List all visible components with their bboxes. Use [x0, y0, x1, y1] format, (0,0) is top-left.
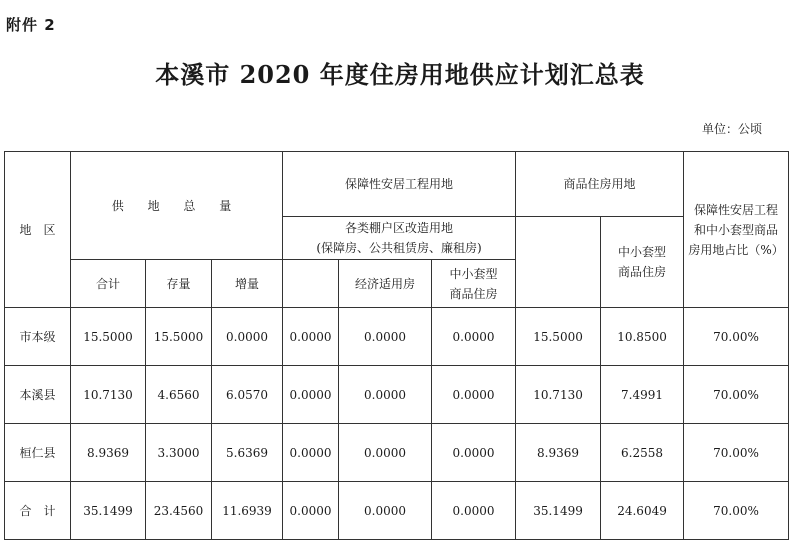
header-shanty-line1: 各类棚户区改造用地 — [345, 221, 454, 235]
cell-small-affordable: 0.0000 — [432, 482, 516, 540]
table-row — [5, 424, 789, 482]
cell-total: 35.1499 — [71, 482, 146, 540]
cell-increment: 11.6939 — [212, 482, 283, 540]
table-row-total — [5, 482, 789, 540]
cell-economic: 0.0000 — [339, 482, 432, 540]
cell-small-affordable: 0.0000 — [432, 424, 516, 482]
page-title: 本溪市 2020 年度住房用地供应计划汇总表 — [155, 60, 645, 89]
header-total: 合计 — [71, 260, 146, 308]
cell-small-affordable: 0.0000 — [432, 308, 516, 366]
header-affordable-housing: 保障性安居工程用地 — [283, 152, 516, 217]
cell-commercial: 15.5000 — [516, 308, 601, 366]
header-ratio-line2: 和中小套型商品 — [694, 222, 779, 237]
cell-total: 10.7130 — [71, 366, 146, 424]
cell-shanty: 0.0000 — [283, 482, 339, 540]
header-shanty-renovation — [283, 217, 516, 260]
header-small-affordable-line2: 商品住房 — [449, 286, 498, 301]
header-small-commercial-line1: 中小套型 — [618, 245, 667, 259]
header-total-supply — [71, 152, 283, 260]
header-stock: 存量 — [146, 260, 212, 308]
cell-economic: 0.0000 — [339, 308, 432, 366]
unit-label: 单位：公顷 — [701, 122, 762, 136]
cell-stock: 23.4560 — [146, 482, 212, 540]
cell-region: 合 计 — [5, 482, 71, 540]
cell-commercial: 8.9369 — [516, 424, 601, 482]
cell-small-affordable: 0.0000 — [432, 366, 516, 424]
header-small-commercial-line2: 商品住房 — [618, 265, 667, 279]
header-ratio — [684, 152, 789, 308]
cell-small-commercial: 6.2558 — [601, 424, 684, 482]
cell-ratio: 70.00% — [684, 308, 789, 366]
header-shanty-line2: (保障房、公共租赁房、廉租房) — [316, 241, 482, 255]
cell-economic: 0.0000 — [339, 424, 432, 482]
cell-region: 市本级 — [5, 308, 71, 366]
cell-total: 15.5000 — [71, 308, 146, 366]
cell-stock: 4.6560 — [146, 366, 212, 424]
header-economic: 经济适用房 — [339, 260, 432, 308]
cell-shanty: 0.0000 — [283, 424, 339, 482]
header-region: 地 区 — [5, 152, 71, 308]
cell-region: 本溪县 — [5, 366, 71, 424]
cell-ratio: 70.00% — [684, 366, 789, 424]
header-commercial-housing: 商品住房用地 — [516, 152, 684, 217]
cell-shanty: 0.0000 — [283, 366, 339, 424]
cell-total: 8.9369 — [71, 424, 146, 482]
cell-ratio: 70.00% — [684, 482, 789, 540]
attachment-label: 附件 2 — [6, 16, 56, 34]
header-total-supply-text: 供 地 总 量 — [111, 198, 242, 213]
cell-region: 桓仁县 — [5, 424, 71, 482]
header-ratio-line3: 房用地占比（%） — [688, 242, 784, 257]
cell-economic: 0.0000 — [339, 366, 432, 424]
header-commercial-blank — [516, 217, 601, 308]
cell-small-commercial: 24.6049 — [601, 482, 684, 540]
header-small-commercial — [601, 217, 684, 308]
header-small-affordable-line1: 中小套型 — [449, 266, 498, 281]
header-small-affordable — [432, 260, 516, 308]
header-shanty-blank — [283, 260, 339, 308]
supply-plan-table — [4, 151, 789, 540]
table-row — [5, 366, 789, 424]
cell-increment: 6.0570 — [212, 366, 283, 424]
cell-commercial: 35.1499 — [516, 482, 601, 540]
cell-increment: 0.0000 — [212, 308, 283, 366]
cell-ratio: 70.00% — [684, 424, 789, 482]
cell-stock: 15.5000 — [146, 308, 212, 366]
header-ratio-line1: 保障性安居工程 — [694, 202, 779, 217]
cell-small-commercial: 10.8500 — [601, 308, 684, 366]
cell-stock: 3.3000 — [146, 424, 212, 482]
header-increment: 增量 — [212, 260, 283, 308]
cell-small-commercial: 7.4991 — [601, 366, 684, 424]
cell-shanty: 0.0000 — [283, 308, 339, 366]
cell-increment: 5.6369 — [212, 424, 283, 482]
cell-commercial: 10.7130 — [516, 366, 601, 424]
table-row — [5, 308, 789, 366]
